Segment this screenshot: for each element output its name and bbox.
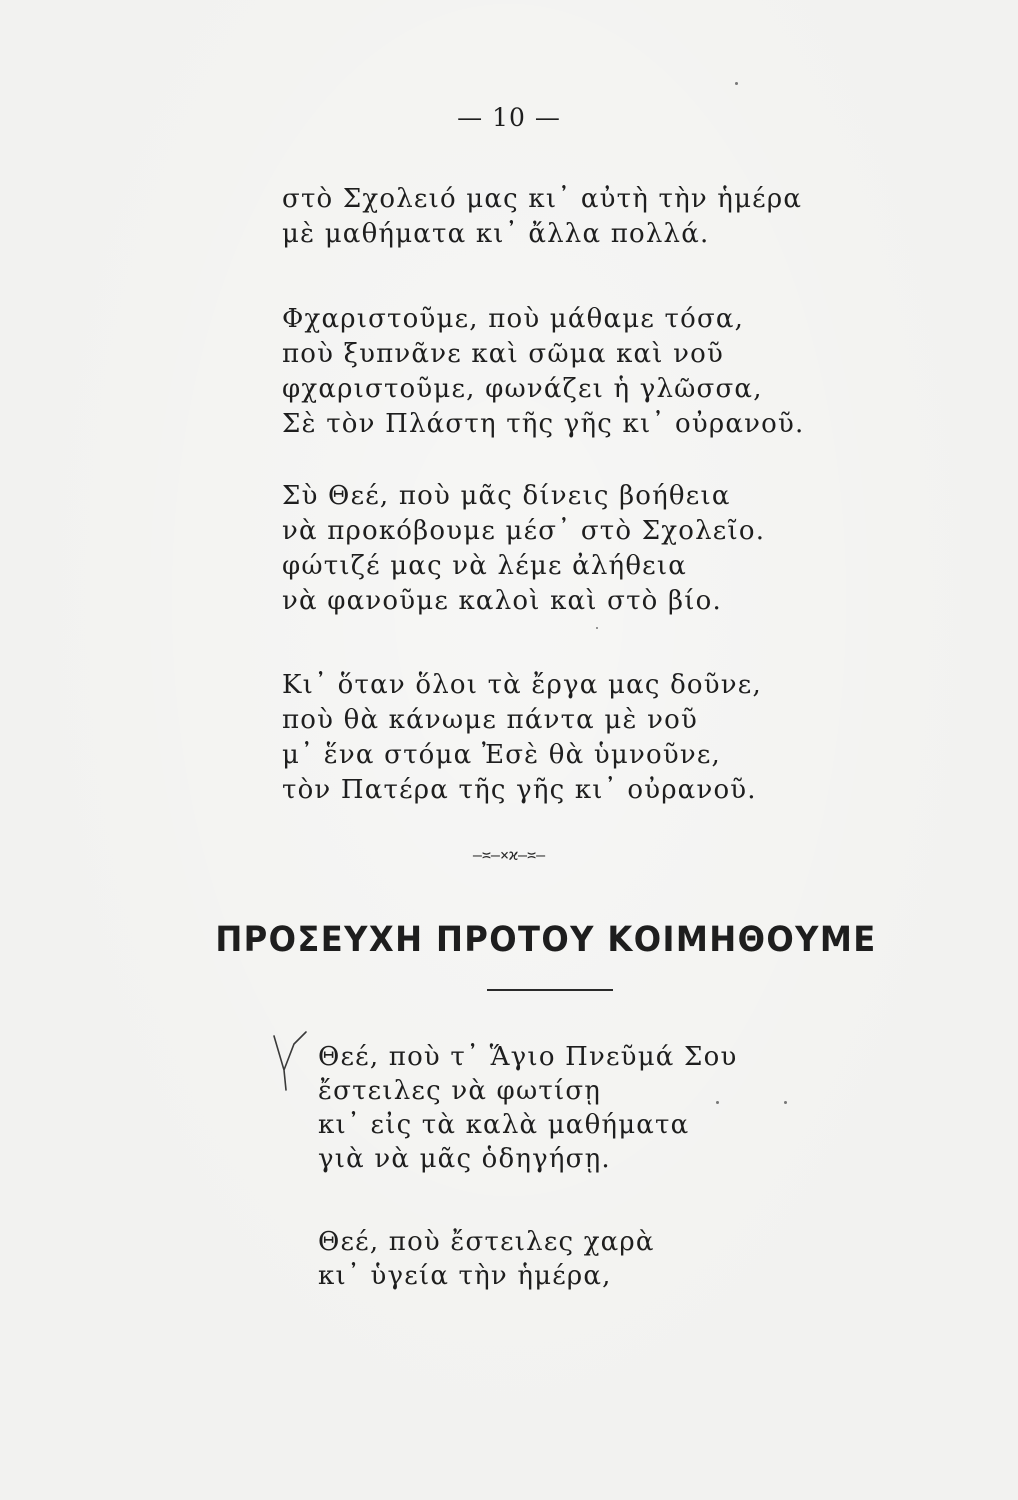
verse-line: ποὺ ξυπνᾶνε καὶ σῶμα καὶ νοῦ xyxy=(282,339,724,369)
verse-line: κι᾿ εἰς τὰ καλὰ μαθήματα xyxy=(318,1110,690,1140)
verse-line: ἔστειλες νὰ φωτίσῃ xyxy=(318,1076,602,1106)
stanza-1 xyxy=(282,182,802,252)
verse-line: Κι᾿ ὅταν ὅλοι τὰ ἔργα μας δοῦνε, xyxy=(282,670,762,700)
verse-line: στὸ Σχολειό μας κι᾿ αὐτὴ τὴν ἡμέρα xyxy=(282,184,803,214)
paper-speck xyxy=(784,1101,787,1104)
handwritten-check-mark xyxy=(272,1030,308,1092)
stanza-4 xyxy=(282,668,762,808)
verse-line: φχαριστοῦμε, φωνάζει ἡ γλῶσσα, xyxy=(282,374,763,404)
verse-line: Θεέ, ποὺ τ᾿ Ἅγιο Πνεῦμά Σου xyxy=(318,1042,738,1072)
verse-line: κι᾿ ὑγεία τὴν ἡμέρα, xyxy=(318,1261,612,1291)
verse-line: Σὲ τὸν Πλάστη τῆς γῆς κι᾿ οὐρανοῦ. xyxy=(282,409,805,439)
paper-speck xyxy=(596,627,598,629)
stanza-3 xyxy=(282,479,765,619)
page-number: — 10 — xyxy=(457,103,561,132)
stanza-2 xyxy=(282,302,804,442)
verse-line: νὰ προκόβουμε μέσ᾿ στὸ Σχολεῖο. xyxy=(282,516,766,546)
title-underline xyxy=(487,989,613,991)
section-title: ΠΡΟΣΕΥΧΗ ΠΡΟΤΟΥ ΚΟΙΜΗΘΟΥΜΕ xyxy=(215,920,877,960)
verse-line: ποὺ θὰ κάνωμε πάντα μὲ νοῦ xyxy=(282,705,698,735)
verse-line: νὰ φανοῦμε καλοὶ καὶ στὸ βίο. xyxy=(282,586,722,616)
paper-speck xyxy=(735,82,738,85)
verse-line: Σὺ Θεέ, ποὺ μᾶς δίνεις βοήθεια xyxy=(282,481,731,511)
verse-line: τὸν Πατέρα τῆς γῆς κι᾿ οὐρανοῦ. xyxy=(282,775,757,805)
verse-line: φώτιζέ μας νὰ λέμε ἀλήθεια xyxy=(282,551,687,581)
verse-line: Θεέ, ποὺ ἔστειλες χαρὰ xyxy=(318,1227,655,1257)
paper-speck xyxy=(716,1101,719,1104)
prayer-stanza-2 xyxy=(318,1225,655,1293)
verse-line: γιὰ νὰ μᾶς ὁδηγήσῃ. xyxy=(318,1144,611,1174)
prayer-stanza-1 xyxy=(318,1040,737,1176)
verse-line: μὲ μαθήματα κι᾿ ἄλλα πολλά. xyxy=(282,219,710,249)
verse-line: Φχαριστοῦμε, ποὺ μάθαμε τόσα, xyxy=(282,304,745,334)
verse-line: μ᾿ ἕνα στόμα Ἐσὲ θὰ ὑμνοῦνε, xyxy=(282,740,721,770)
ornamental-divider: —≍—×ϰ—≍— xyxy=(472,846,546,864)
